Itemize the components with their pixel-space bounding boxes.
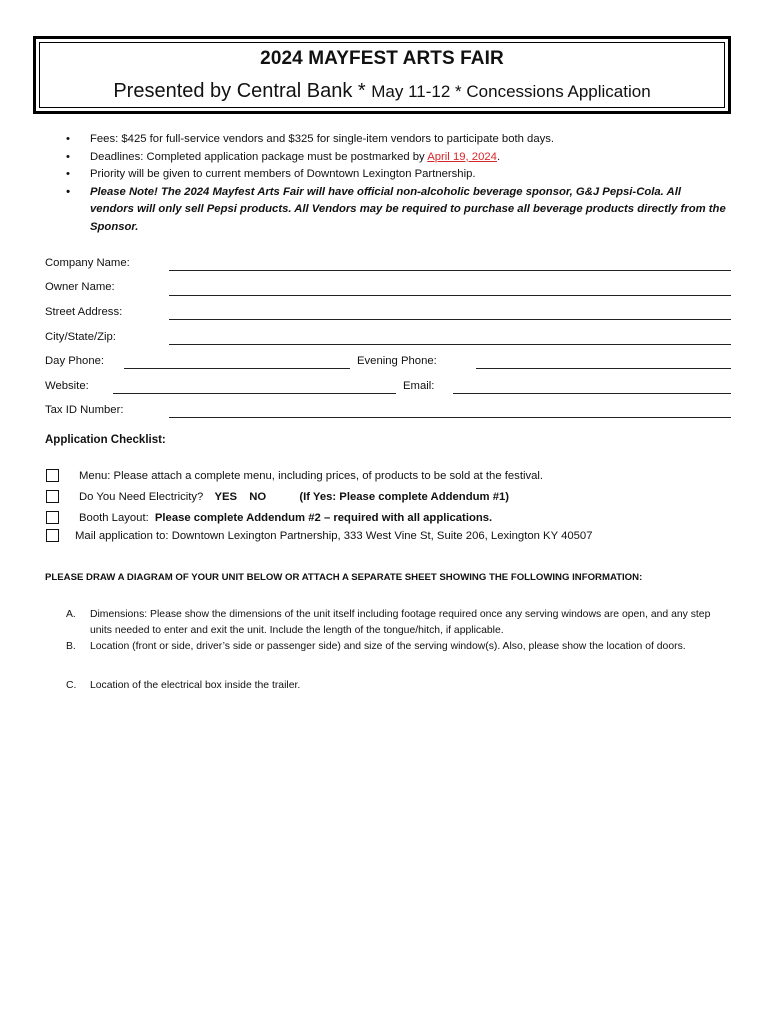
evening-phone-field[interactable] — [476, 368, 731, 369]
email-field[interactable] — [453, 393, 731, 394]
company-name-field[interactable] — [169, 270, 731, 271]
list-item — [66, 639, 726, 655]
day-phone-field[interactable] — [124, 368, 350, 369]
title-box — [33, 36, 731, 114]
yes-option[interactable]: YES — [214, 491, 238, 503]
booth-layout-label: Booth Layout: — [79, 512, 149, 524]
list-item-letter: B. — [66, 641, 76, 652]
diagram-heading: PLEASE DRAW A DIAGRAM OF YOUR UNIT BELOW OR ATTACH A SEPARATE SHEET SHOWING THE FOLLOWING INFORMATION: — [45, 572, 643, 583]
city-state-zip-label: City/State/Zip: — [45, 331, 116, 343]
street-address-field[interactable] — [169, 319, 731, 320]
diagram-requirements-list-ab — [66, 607, 726, 655]
electricity-checkbox[interactable] — [46, 490, 59, 503]
website-field[interactable] — [113, 393, 396, 394]
page-subtitle — [36, 80, 728, 103]
bullet-priority — [66, 166, 726, 184]
booth-layout-note: Please complete Addendum #2 – required with all applications. — [154, 512, 493, 524]
street-address-label: Street Address: — [45, 306, 123, 318]
website-label: Website: — [45, 380, 89, 392]
evening-phone-label: Evening Phone: — [357, 355, 437, 367]
info-bullets — [66, 131, 726, 236]
no-option[interactable]: NO — [249, 491, 267, 503]
tax-id-field[interactable] — [169, 417, 731, 418]
bullet-dot-icon: • — [66, 185, 70, 198]
page-title: 2024 MAYFEST ARTS FAIR — [260, 48, 504, 69]
priority-text: Priority will be given to current members of Downtown Lexington Partnership. — [90, 168, 476, 180]
deadline-date-link[interactable]: April 19, 2024 — [427, 150, 497, 163]
fees-text: Fees: $425 for full-service vendors and $325 for single-item vendors to participate both days. — [90, 133, 555, 145]
list-item-text: Location of the electrical box inside the trailer. — [90, 680, 301, 691]
list-item-letter: A. — [66, 609, 76, 620]
owner-name-label: Owner Name: — [45, 281, 115, 293]
list-item — [66, 678, 726, 694]
email-label: Email: — [403, 380, 435, 392]
deadlines-text: Deadlines: Completed application package must be postmarked by — [90, 150, 428, 163]
day-phone-label: Day Phone: — [45, 355, 105, 367]
subtitle-presenter: Presented by Central Bank * — [113, 80, 366, 102]
list-item-letter: C. — [66, 680, 77, 691]
checklist-title: Application Checklist: — [45, 434, 166, 446]
bullet-dot-icon: • — [66, 150, 70, 163]
list-item — [66, 607, 726, 639]
electricity-label: Do You Need Electricity? — [79, 491, 204, 503]
bullet-fees — [66, 131, 726, 149]
list-item-text: Location (front or side, driver’s side or passenger side) and size of the serving window(s). Also, please show the location of doors. — [90, 641, 686, 652]
deadlines-suffix: . — [496, 150, 501, 163]
owner-name-field[interactable] — [169, 295, 731, 296]
electricity-addendum-note: (If Yes: Please complete Addendum #1) — [299, 491, 510, 503]
mail-checkbox[interactable] — [46, 529, 59, 542]
bullet-dot-icon: • — [66, 168, 70, 180]
bullet-sponsor-note — [66, 184, 726, 237]
booth-layout-checkbox[interactable] — [46, 511, 59, 524]
list-item-text: Dimensions: Please show the dimensions of the unit itself including footage required once any serving windows are open, and any step units needed to enter and exit the unit. Include the length of the tongue/hitch, if applicable. — [90, 609, 711, 636]
menu-checkbox[interactable] — [46, 469, 59, 482]
menu-checklist-item: Menu: Please attach a complete menu, including prices, of products to be sold at the festival. — [79, 470, 544, 482]
city-state-zip-field[interactable] — [169, 344, 731, 345]
tax-id-label: Tax ID Number: — [45, 404, 124, 416]
electricity-checklist-item — [79, 491, 509, 503]
mail-checklist-item: Mail application to: Downtown Lexington Partnership, 333 West Vine St, Suite 206, Lexington KY 40507 — [75, 530, 593, 542]
company-name-label: Company Name: — [45, 257, 130, 269]
subtitle-dates: May 11-12 * Concessions Application — [371, 82, 651, 101]
booth-layout-checklist-item — [79, 512, 492, 524]
bullet-dot-icon: • — [66, 133, 70, 145]
sponsor-note-text: Please Note! The 2024 Mayfest Arts Fair will have official non-alcoholic beverage sponsor, G&J Pepsi-Cola. All vendors will only sell Pepsi products. All Vendors may be required to purchase all beverage products directly from the Sponsor. — [90, 185, 726, 233]
bullet-deadlines — [66, 149, 726, 167]
diagram-requirements-list-c — [66, 678, 726, 694]
